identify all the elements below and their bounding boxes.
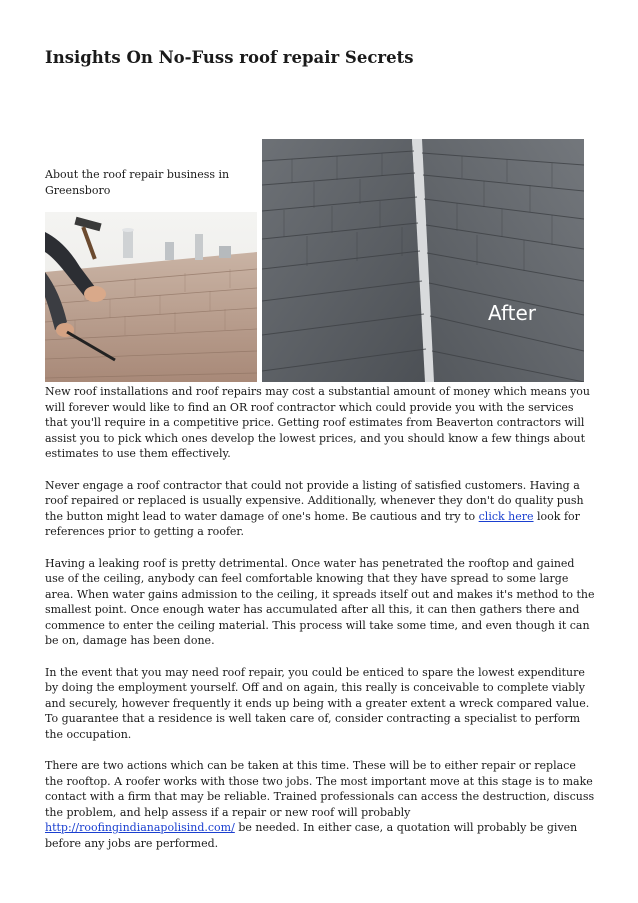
paragraph-5-text: There are two actions which can be taken at this time. These will be to either repair or replace the rooftop. A roofer works with those two jobs. The most important move at this stage is to make contact with a firm that may be reliable. Trained professionals can access the destruction, discuss the problem, and help assess if a repair or new roof will probably	[45, 759, 595, 819]
after-label: After	[488, 301, 537, 325]
intro-text: About the roof repair business in Greensboro	[45, 168, 230, 197]
click-here-link[interactable]: click here	[478, 509, 534, 523]
after-roof-photo	[262, 139, 584, 382]
paragraph-2	[45, 478, 597, 540]
paragraph-2-tail: look for references prior to getting a roofer.	[45, 509, 580, 538]
roofing-url-link[interactable]: http://roofingindianapolisind.com/	[45, 821, 235, 834]
paragraph-4: In the event that you may need roof repair, you could be enticed to spare the lowest expenditure by doing the employment yourself. Off and on again, this really is conceivable to complete viably and securely, however frequently it ends up being with a greater extent a wreck compared value. To guarantee that a residence is well taken care of, consider contracting a specialist to perform the occupation.	[45, 665, 590, 741]
paragraph-2-text: Never engage a roof contractor that could not provide a listing of satisfied customers. Having a roof repaired or replaced is usually expensive. Additionally, whenever they don't do quality push the button might lead to water damage of one's home. Be cautious and try to	[45, 478, 584, 523]
page-title: Insights On No-Fuss roof repair Secrets	[45, 48, 414, 67]
paragraph-3: Having a leaking roof is pretty detrimental. Once water has penetrated the rooftop and gained use of the ceiling, anybody can feel comfortable knowing that they have spread to some large area. When water gains admission to the ceiling, it spreads itself out and makes it's method to the smallest point. Once enough water has accumulated after all this, it can then gathers there and commence to enter the ceiling material. This process will take some time, and even though it can be on, damage has been done.	[45, 556, 595, 647]
paragraph-5-tail: be needed. In either case, a quotation will probably be given before any jobs are performed.	[45, 821, 578, 850]
paragraph-5	[45, 758, 597, 851]
roofer-photo	[45, 212, 257, 382]
paragraph-1: New roof installations and roof repairs may cost a substantial amount of money which means you will forever would like to find an OR roof contractor which could provide you with the services that you'll require in a competitive price. Getting roof estimates from Beaverton contractors will assist you to pick which ones develop the lowest prices, and you should know a few things about estimates to use them effectively.	[45, 385, 591, 460]
article-body	[45, 384, 597, 867]
